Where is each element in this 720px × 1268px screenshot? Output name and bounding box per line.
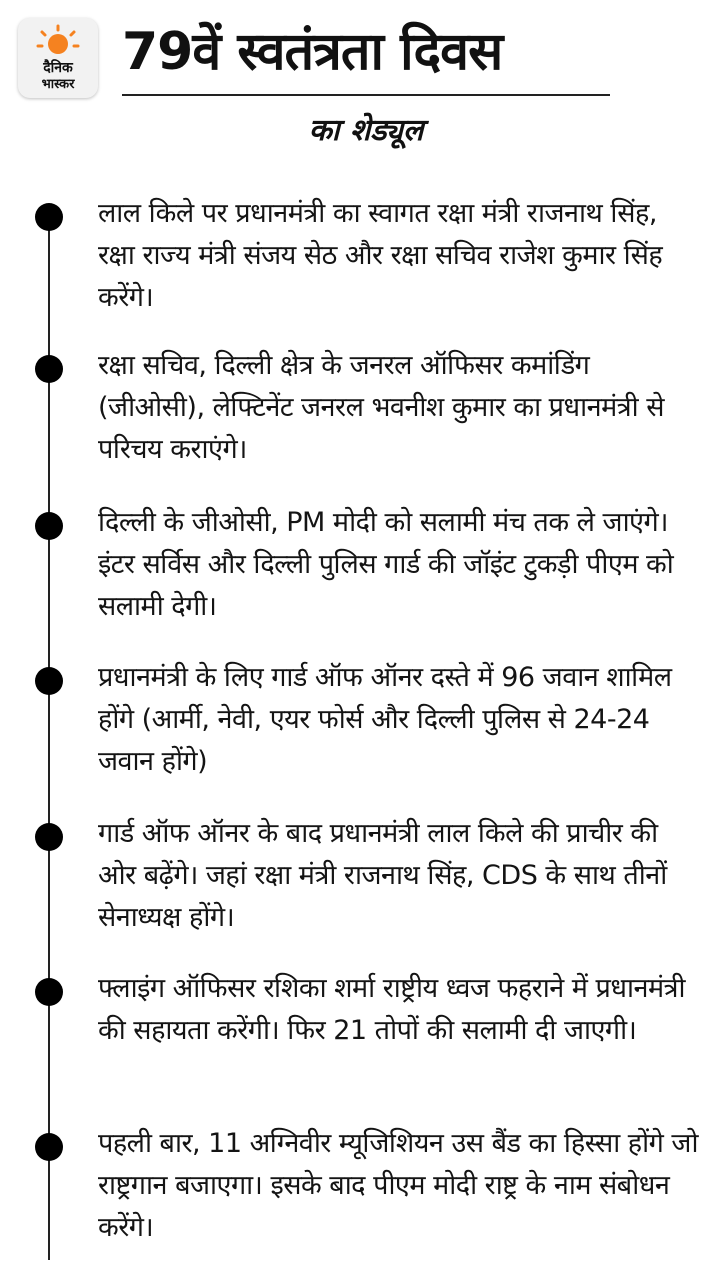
bullet-dot — [35, 512, 63, 540]
bullet-dot — [35, 203, 63, 231]
schedule-item-text: गार्ड ऑफ ऑनर के बाद प्रधानमंत्री लाल किले की प्राचीर की ओर बढ़ेंगे। जहां रक्षा मंत्री राजनाथ सिंह, CDS के साथ तीनों सेनाध्यक्ष होंगे। — [98, 818, 667, 933]
page-title: 79वें स्वतंत्रता दिवस — [122, 22, 503, 82]
schedule-item-text: रक्षा सचिव, दिल्ली क्षेत्र के जनरल ऑफिसर कमांडिंग (जीओसी), लेफ्टिनेंट जनरल भवनीश कुमार का प्रधानमंत्री से परिचय कराएंगे। — [98, 350, 665, 465]
bullet-dot — [35, 823, 63, 851]
schedule-item-text: पहली बार, 11 अग्निवीर म्यूजिशियन उस बैंड का हिस्सा होंगे जो राष्ट्रगान बजाएगा। इसके बाद पीएम मोदी राष्ट्र के नाम संबोधन करेंगे। — [98, 1128, 698, 1243]
schedule-item-text: फ्लाइंग ऑफिसर रशिका शर्मा राष्ट्रीय ध्वज फहराने में प्रधानमंत्री की सहायता करेंगी। फिर 21 तोपों की सलामी दी जाएगी। — [98, 973, 686, 1046]
bullet-dot — [35, 355, 63, 383]
page-subtitle: का शेड्यूल — [308, 113, 424, 148]
schedule-item-text: दिल्ली के जीओसी, PM मोदी को सलामी मंच तक ले जाएंगे। इंटर सर्विस और दिल्ली पुलिस गार्ड की जॉइंट टुकड़ी पीएम को सलामी देगी। — [98, 507, 674, 622]
title-divider — [122, 94, 610, 96]
bullet-dot — [35, 1133, 63, 1161]
schedule-item-text: लाल किले पर प्रधानमंत्री का स्वागत रक्षा मंत्री राजनाथ सिंह, रक्षा राज्य मंत्री संजय सेठ और रक्षा सचिव राजेश कुमार सिंह करेंगे। — [98, 198, 663, 313]
bullet-dot — [35, 667, 63, 695]
svg-text:दैनिक: दैनिक — [43, 60, 73, 76]
logo-sun-icon — [18, 18, 98, 98]
dainik-bhaskar-logo — [18, 18, 98, 98]
svg-text:भास्कर: भास्कर — [41, 77, 75, 92]
bullet-dot — [35, 978, 63, 1006]
schedule-item-text: प्रधानमंत्री के लिए गार्ड ऑफ ऑनर दस्ते में 96 जवान शामिल होंगे (आर्मी, नेवी, एयर फोर्स और दिल्ली पुलिस से 24-24 जवान होंगे) — [98, 662, 672, 777]
